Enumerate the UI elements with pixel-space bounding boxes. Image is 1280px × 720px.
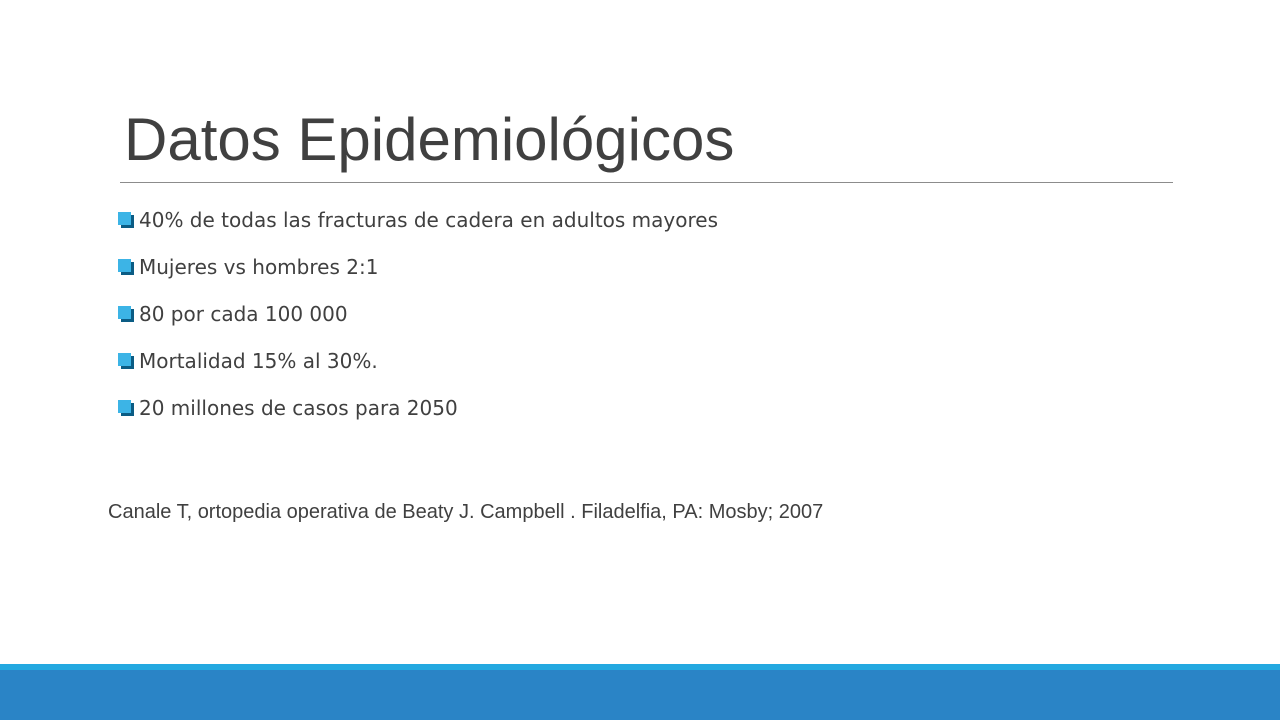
bullet-item: [118, 243, 718, 290]
bullet-text: 40% de todas las fracturas de cadera en adultos mayores: [139, 207, 718, 232]
square-bullet-icon: [118, 306, 134, 322]
square-bullet-icon: [118, 400, 134, 416]
citation-text: Canale T, ortopedia operativa de Beaty J. Campbell . Filadelfia, PA: Mosby; 2007: [108, 501, 824, 523]
bullet-text: Mujeres vs hombres 2:1: [139, 254, 379, 279]
square-bullet-icon: [118, 353, 134, 369]
square-bullet-icon: [118, 212, 134, 228]
slide-title: Datos Epidemiológicos: [124, 106, 735, 173]
bullet-list: [118, 196, 718, 431]
bullet-text: Mortalidad 15% al 30%.: [139, 348, 378, 373]
footer-bar: [0, 664, 1280, 720]
bullet-item: [118, 290, 718, 337]
bullet-text: 80 por cada 100 000: [139, 301, 348, 326]
title-divider: [120, 182, 1173, 183]
footer-accent-stripe: [0, 664, 1280, 670]
bullet-item: [118, 384, 718, 431]
square-bullet-icon: [118, 259, 134, 275]
bullet-item: [118, 337, 718, 384]
bullet-text: 20 millones de casos para 2050: [139, 395, 458, 420]
bullet-item: [118, 196, 718, 243]
